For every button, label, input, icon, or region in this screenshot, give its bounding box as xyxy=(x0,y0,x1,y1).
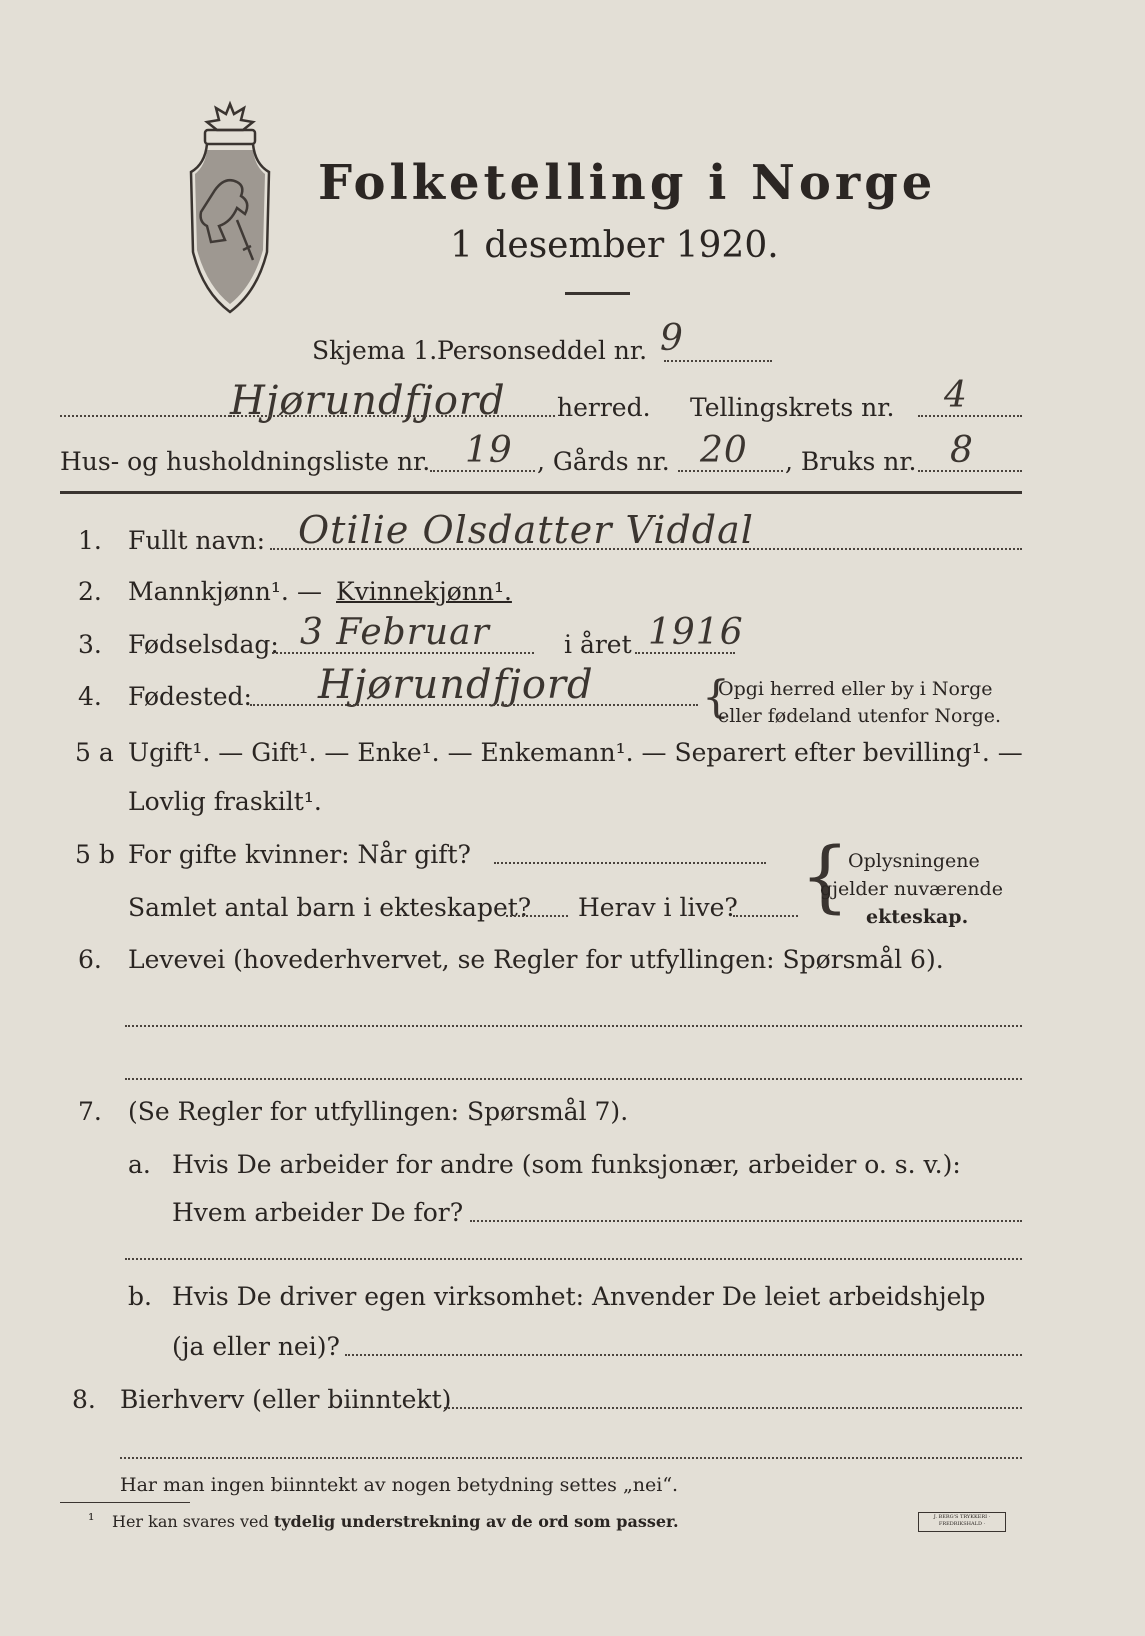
q7a-question: Hvis De arbeider for andre (som funksjonær, arbeider o. s. v.): xyxy=(172,1150,961,1179)
q1-number: 1. xyxy=(78,526,102,555)
q7a-employer-field xyxy=(470,1220,1022,1222)
q1-full-name-field xyxy=(270,548,1022,550)
q7a-employer-field-2 xyxy=(125,1258,1022,1260)
q3-label: Fødselsdag: xyxy=(128,630,279,659)
tellingskrets-nr-field xyxy=(918,415,1022,417)
bruks-nr-field xyxy=(918,470,1022,472)
herred-lead-dots xyxy=(60,415,230,417)
husliste-label: Hus- og husholdningsliste nr. xyxy=(60,447,431,476)
q8-side-income-field xyxy=(444,1407,1022,1409)
q8-side-income-field-2 xyxy=(120,1457,1022,1459)
q6-occupation-field-1 xyxy=(125,1025,1022,1027)
q5b-note-line1: Oplysningene xyxy=(848,850,980,872)
skjema-label: Skjema 1. xyxy=(312,336,438,365)
herred-value: Hjørundfjord xyxy=(230,378,506,424)
footnote-text xyxy=(112,1512,679,1531)
census-date: 1 desember 1920. xyxy=(450,225,779,266)
gards-nr-field xyxy=(678,470,783,472)
q5b-note-line2: gjelder nuværende xyxy=(820,878,1003,900)
q3-year-value: 1916 xyxy=(648,612,744,653)
q5a-number: 5 a xyxy=(75,738,114,767)
q4-number: 4. xyxy=(78,682,102,711)
q5b-children-field xyxy=(506,915,568,917)
q8-side-income-label: Bierhverv (eller biinntekt) xyxy=(120,1385,452,1414)
q7-label: (Se Regler for utfyllingen: Spørsmål 7). xyxy=(128,1097,629,1126)
q5a-marital-options: Ugift¹. — Gift¹. — Enke¹. — Enkemann¹. — Separert efter bevilling¹. — xyxy=(128,738,1023,767)
q7b-answer-label: (ja eller nei)? xyxy=(172,1332,340,1361)
q3-year-field xyxy=(635,652,735,654)
q7b-letter: b. xyxy=(128,1282,152,1311)
personseddel-nr-value: 9 xyxy=(660,318,684,359)
bruks-label: , Bruks nr. xyxy=(785,447,917,476)
q2-number: 2. xyxy=(78,577,102,606)
q8-note: Har man ingen biinntekt av nogen betydning settes „nei“. xyxy=(120,1474,679,1496)
q5b-married-when-field xyxy=(494,862,766,864)
q3-year-label: i året xyxy=(564,630,632,659)
tellingskrets-nr-value: 4 xyxy=(944,375,968,416)
q5b-number: 5 b xyxy=(75,840,115,869)
q7a-employer-label: Hvem arbeider De for? xyxy=(172,1198,464,1227)
q4-label: Fødested: xyxy=(128,682,252,711)
q5a-divorced-option: Lovlig fraskilt¹. xyxy=(128,787,322,816)
q6-number: 6. xyxy=(78,945,102,974)
personseddel-nr-field xyxy=(664,360,772,362)
q5b-note-line3: ekteskap. xyxy=(866,906,969,928)
tellingskrets-label: Tellingskrets nr. xyxy=(690,393,895,422)
q2-dash: — xyxy=(297,577,322,606)
q3-birthday-value: 3 Februar xyxy=(300,612,490,653)
personseddel-label: Personseddel nr. xyxy=(437,336,648,365)
q2-male-option: Mannkjønn¹. xyxy=(128,577,289,606)
coat-of-arms-icon xyxy=(185,100,275,315)
header-divider xyxy=(60,491,1022,494)
q5b-married-when-label: For gifte kvinner: Når gift? xyxy=(128,840,471,869)
q5b-children-label: Samlet antal barn i ekteskapet? xyxy=(128,893,532,922)
q3-birthday-field xyxy=(272,652,534,654)
footnote-divider xyxy=(60,1502,190,1503)
q1-label: Fullt navn: xyxy=(128,526,266,555)
q5b-note-brace: { xyxy=(800,832,850,922)
herred-label: herred. xyxy=(557,393,651,422)
gards-label: , Gårds nr. xyxy=(537,447,670,476)
q4-note-brace: { xyxy=(702,672,730,723)
q5b-alive-label: Herav i live? xyxy=(578,893,738,922)
q4-birthplace-value: Hjørundfjord xyxy=(318,662,594,708)
printer-stamp xyxy=(918,1512,1006,1532)
q2-female-option: Kvinnekjønn¹. xyxy=(336,577,512,606)
form-title: Folketelling i Norge xyxy=(318,155,937,211)
q5b-alive-field xyxy=(733,915,798,917)
footnote-text-start: Her kan svares ved xyxy=(112,1512,274,1531)
bruks-nr-value: 8 xyxy=(950,430,974,471)
q4-birthplace-field xyxy=(250,704,698,706)
q7b-answer-field xyxy=(345,1354,1022,1356)
husliste-nr-field xyxy=(430,470,535,472)
gards-nr-value: 20 xyxy=(700,430,748,471)
title-divider xyxy=(565,292,630,295)
q8-number: 8. xyxy=(72,1385,96,1414)
q4-note-line1: Opgi herred eller by i Norge xyxy=(718,678,993,700)
q4-note-line2: eller fødeland utenfor Norge. xyxy=(718,705,1002,727)
q7a-letter: a. xyxy=(128,1150,151,1179)
q6-occupation-field-2 xyxy=(125,1078,1022,1080)
q6-occupation-label: Levevei (hovederhvervet, se Regler for utfyllingen: Spørsmål 6). xyxy=(128,945,944,974)
printer-stamp-text: J. BERG'S TRYKKERI · FREDRIKSHALD · xyxy=(933,1514,991,1527)
footnote-text-bold: tydelig understrekning av de ord som passer. xyxy=(273,1512,679,1531)
q7-number: 7. xyxy=(78,1097,102,1126)
herred-field xyxy=(230,415,555,417)
q7b-question: Hvis De driver egen virksomhet: Anvender De leiet arbeidshjelp xyxy=(172,1282,986,1311)
footnote-mark: ¹ xyxy=(88,1510,95,1529)
q1-full-name-value: Otilie Olsdatter Viddal xyxy=(298,508,754,552)
q3-number: 3. xyxy=(78,630,102,659)
husliste-nr-value: 19 xyxy=(465,430,513,471)
